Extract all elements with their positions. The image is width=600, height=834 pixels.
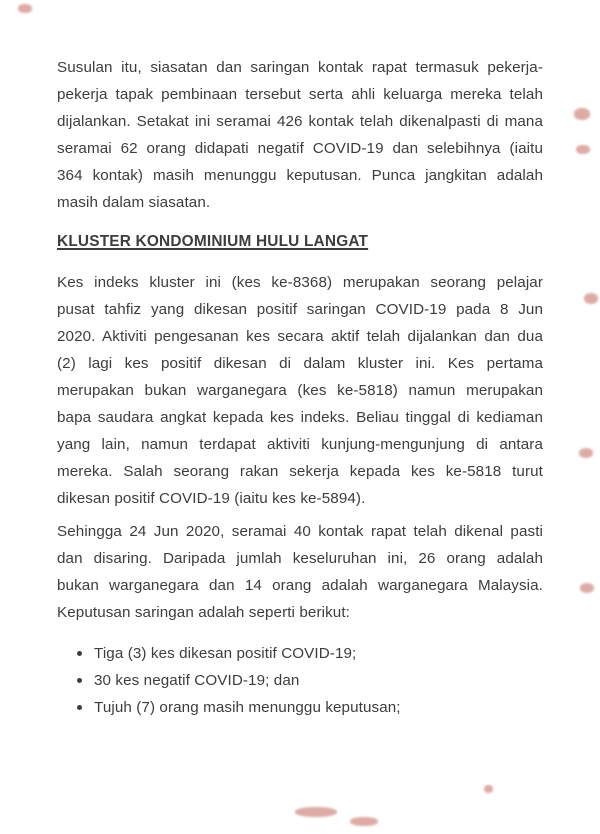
paragraph-index-case	[57, 269, 543, 512]
list-item-text: Tiga (3) kes dikesan positif COVID-19;	[94, 645, 357, 662]
list-item-text: 30 kes negatif COVID-19; dan	[94, 672, 300, 689]
text-line: 364 kontak) masih menunggu keputusan. Punca jangkitan adalah	[57, 167, 543, 184]
paragraph-contacts	[57, 518, 543, 626]
text-line: pekerja tapak pembinaan tersebut serta ahli keluarga mereka telah	[57, 86, 543, 103]
text-line: pusat tahfiz yang dikesan positif saringan COVID-19 pada 8 Jun	[57, 301, 543, 318]
text-line: dikesan positif COVID-19 (iaitu kes ke-5894).	[57, 490, 366, 507]
list-item	[57, 667, 543, 694]
text-line: (2) lagi kes positif dikesan di dalam kluster ini. Kes pertama	[57, 355, 543, 372]
text-line: dijalankan. Setakat ini seramai 426 kontak telah dikenalpasti di mana	[57, 113, 543, 130]
ink-stain	[295, 807, 337, 817]
text-line: yang lain, namun terdapat aktiviti kunjung-mengunjung di antara	[57, 436, 543, 453]
bullet-icon	[77, 678, 82, 683]
cluster-heading: KLUSTER KONDOMINIUM HULU LANGAT	[57, 233, 369, 250]
text-line: Sehingga 24 Jun 2020, seramai 40 kontak rapat telah dikenal pasti	[57, 523, 543, 540]
text-line: bapa saudara angkat kepada kes indeks. Beliau tinggal di kediaman	[57, 409, 543, 426]
ink-stain	[484, 785, 493, 793]
list-item-text: Tujuh (7) orang masih menunggu keputusan;	[94, 699, 401, 716]
text-line: bukan warganegara dan 14 orang adalah warganegara Malaysia.	[57, 577, 543, 594]
ink-stain	[579, 448, 593, 458]
ink-stain	[576, 145, 590, 154]
text-line: Kes indeks kluster ini (kes ke-8368) merupakan seorang pelajar	[57, 274, 543, 291]
ink-stain	[584, 293, 598, 304]
ink-stain	[574, 108, 590, 120]
text-line: masih dalam siasatan.	[57, 194, 211, 211]
ink-stain	[18, 4, 32, 13]
text-line: Keputusan saringan adalah seperti berikut:	[57, 604, 350, 621]
bullet-icon	[77, 651, 82, 656]
document-content	[57, 54, 543, 721]
text-line: dan disaring. Daripada jumlah keseluruhan ini, 26 orang adalah	[57, 550, 543, 567]
ink-stain	[580, 583, 594, 593]
text-line: 2020. Aktiviti pengesanan kes secara aktif telah dijalankan dan dua	[57, 328, 543, 345]
list-item	[57, 640, 543, 667]
text-line: Susulan itu, siasatan dan saringan kontak rapat termasuk pekerja-	[57, 59, 543, 76]
text-line: seramai 62 orang didapati negatif COVID-19 dan selebihnya (iaitu	[57, 140, 543, 157]
screening-results-list	[57, 640, 543, 721]
paragraph-investigation	[57, 54, 543, 216]
ink-stain	[350, 817, 378, 826]
text-line: mereka. Salah seorang rakan sekerja kepada kes ke-5818 turut	[57, 463, 543, 480]
text-line: merupakan bukan warganegara (kes ke-5818) namun merupakan	[57, 382, 543, 399]
bullet-icon	[77, 705, 82, 710]
list-item	[57, 694, 543, 721]
